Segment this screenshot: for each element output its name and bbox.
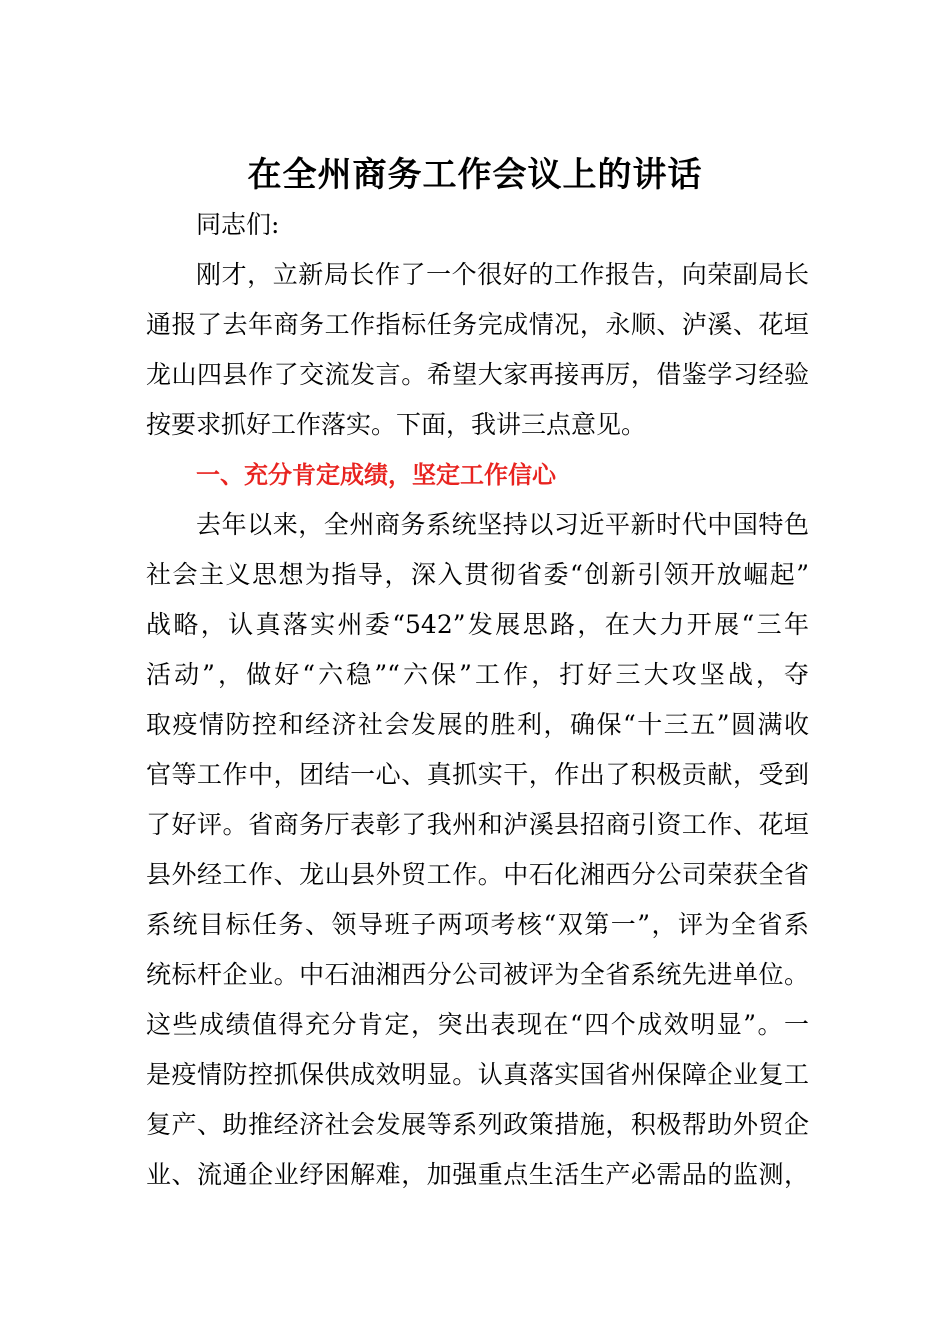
paragraph-line: 去年以来，全州商务系统坚持以习近平新时代中国特色 (196, 510, 809, 539)
salutation-line: 同志们: (196, 210, 280, 239)
paragraph-line: 是疫情防控抓保供成效明显。认真落实国省州保障企业复工 (146, 1060, 809, 1089)
paragraph-line: 按要求抓好工作落实。下面，我讲三点意见。 (146, 410, 647, 439)
paragraph-line: 通报了去年商务工作指标任务完成情况，永顺、泸溪、花垣 (146, 310, 809, 339)
document-body (146, 200, 809, 1200)
paragraph-line: 官等工作中，团结一心、真抓实干，作出了积极贡献，受到 (146, 760, 809, 789)
paragraph-line: 刚才，立新局长作了一个很好的工作报告，向荣副局长 (196, 260, 809, 289)
paragraph-line: 社会主义思想为指导，深入贯彻省委“创新引领开放崛起” (146, 560, 809, 589)
paragraph-line: 县外经工作、龙山县外贸工作。中石化湘西分公司荣获全省 (146, 860, 809, 889)
paragraph-line: 战略，认真落实州委“542”发展思路，在大力开展“三年 (146, 610, 809, 639)
section-heading: 一、充分肯定成绩，坚定工作信心 (196, 461, 556, 489)
paragraph-line: 了好评。省商务厅表彰了我州和泸溪县招商引资工作、花垣 (146, 810, 809, 839)
paragraph-line: 活动”，做好“六稳”“六保”工作，打好三大攻坚战，夺 (146, 660, 809, 689)
paragraph-line: 系统目标任务、领导班子两项考核“双第一”，评为全省系 (146, 910, 809, 939)
paragraph-line: 龙山四县作了交流发言。希望大家再接再厉，借鉴学习经验 (146, 360, 809, 389)
paragraph-line: 这些成绩值得充分肯定，突出表现在“四个成效明显”。一 (146, 1010, 809, 1039)
paragraph-line: 业、流通企业纾困解难，加强重点生活生产必需品的监测， (146, 1160, 809, 1189)
paragraph-line: 统标杆企业。中石油湘西分公司被评为全省系统先进单位。 (146, 960, 809, 989)
paragraph-line: 复产、助推经济社会发展等系列政策措施，积极帮助外贸企 (146, 1110, 809, 1139)
paragraph-line: 取疫情防控和经济社会发展的胜利，确保“十三五”圆满收 (146, 710, 809, 739)
document-title: 在全州商务工作会议上的讲话 (247, 155, 703, 195)
